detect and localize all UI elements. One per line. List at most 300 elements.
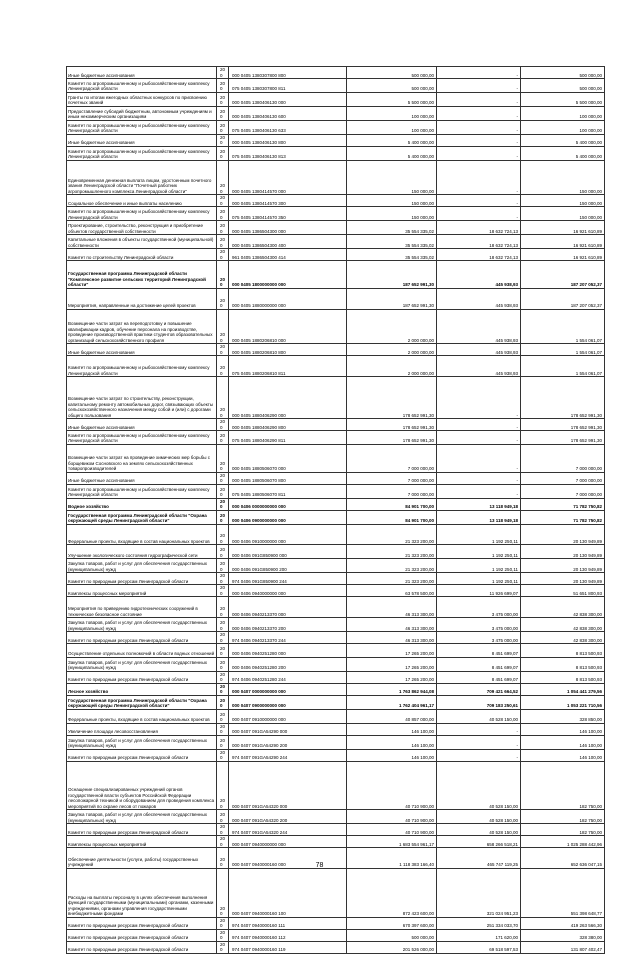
row-name-cell: Гранты по итогам ежегодных областных конкурсов по присвоению почетных званий bbox=[67, 92, 217, 106]
row-name-cell: Иные бюджетные ассигнования bbox=[67, 344, 217, 356]
row-remaining-cell: 42 838 300,00 bbox=[521, 597, 605, 618]
table-row bbox=[67, 941, 605, 953]
row-executed-cell: 445 938,93 bbox=[437, 261, 521, 289]
row-executed-cell: 40 528 150,00 bbox=[437, 824, 521, 836]
row-executed-cell: 251 334 033,70 bbox=[437, 917, 521, 929]
row-code-cell: 200 bbox=[217, 195, 229, 207]
row-kbk-cell: 000 0405 1380406130 600 bbox=[229, 106, 347, 120]
row-code-cell: 200 bbox=[217, 585, 229, 597]
row-executed-cell: - bbox=[437, 160, 521, 195]
row-kbk-cell: 075 0405 1880506070 811 bbox=[229, 484, 347, 498]
row-code-cell: 200 bbox=[217, 249, 229, 261]
row-remaining-cell: 100 000,00 bbox=[521, 106, 605, 120]
table-row bbox=[67, 221, 605, 235]
row-name-cell: Капитальные вложения в объекты государственной (муниципальной) собственности bbox=[67, 235, 217, 249]
row-name-cell: Комитет по природным ресурсам Ленинградской области bbox=[67, 749, 217, 761]
row-kbk-cell: 000 0407 091GA54320 200 bbox=[229, 810, 347, 824]
row-name-cell: Комитет по природным ресурсам Ленинградской области bbox=[67, 671, 217, 683]
row-kbk-cell: 000 0405 1880506070 800 bbox=[229, 472, 347, 484]
table-row bbox=[67, 288, 605, 309]
row-approved-cell: 40 857 000,00 bbox=[347, 709, 437, 723]
row-kbk-cell: 000 0406 0940251280 000 bbox=[229, 644, 347, 658]
row-executed-cell: 11 926 699,07 bbox=[437, 585, 521, 597]
row-kbk-cell: 075 0405 1880206810 811 bbox=[229, 356, 347, 377]
row-code-cell: 200 bbox=[217, 761, 229, 810]
row-kbk-cell: 000 0405 1880406290 000 bbox=[229, 377, 347, 419]
row-executed-cell: 3 475 000,00 bbox=[437, 618, 521, 632]
table-row bbox=[67, 709, 605, 723]
table-row bbox=[67, 644, 605, 658]
row-remaining-cell: 500 000,00 bbox=[521, 67, 605, 79]
row-code-cell: 200 bbox=[217, 524, 229, 545]
row-approved-cell: 100 000,00 bbox=[347, 120, 437, 134]
row-executed-cell: 69 518 597,53 bbox=[437, 941, 521, 953]
row-kbk-cell: 000 0407 0000000000 000 bbox=[229, 683, 347, 695]
row-name-cell: Обеспечение деятельности (услуги, работы) государственных учреждений bbox=[67, 848, 217, 869]
row-code-cell: 200 bbox=[217, 671, 229, 683]
row-code-cell: 200 bbox=[217, 67, 229, 79]
row-executed-cell: 709 421 664,52 bbox=[437, 683, 521, 695]
row-executed-cell: - bbox=[437, 749, 521, 761]
row-code-cell: 200 bbox=[217, 419, 229, 431]
row-remaining-cell: 5 400 000,00 bbox=[521, 146, 605, 160]
row-approved-cell: 2 000 000,00 bbox=[347, 356, 437, 377]
row-kbk-cell: 000 0405 1880000000 000 bbox=[229, 288, 347, 309]
row-executed-cell: 445 938,93 bbox=[437, 356, 521, 377]
table-row bbox=[67, 146, 605, 160]
row-approved-cell: 150 000,00 bbox=[347, 160, 437, 195]
row-remaining-cell: 1 554 061,07 bbox=[521, 356, 605, 377]
row-approved-cell: 500 000,00 bbox=[347, 67, 437, 79]
row-remaining-cell: 7 000 000,00 bbox=[521, 472, 605, 484]
row-executed-cell: - bbox=[437, 106, 521, 120]
table-row bbox=[67, 735, 605, 749]
row-kbk-cell: 000 0406 0940000000 000 bbox=[229, 585, 347, 597]
row-approved-cell: 46 313 300,00 bbox=[347, 597, 437, 618]
row-code-cell: 200 bbox=[217, 344, 229, 356]
row-name-cell: Закупка товаров, работ и услуг для обеспечения государственных (муниципальных) нужд bbox=[67, 810, 217, 824]
row-remaining-cell: 42 838 300,00 bbox=[521, 618, 605, 632]
row-remaining-cell: 7 000 000,00 bbox=[521, 444, 605, 472]
row-code-cell: 200 bbox=[217, 510, 229, 524]
row-approved-cell: 40 710 900,00 bbox=[347, 761, 437, 810]
row-code-cell: 200 bbox=[217, 261, 229, 289]
row-approved-cell: 500 000,00 bbox=[347, 79, 437, 93]
row-remaining-cell: 652 636 047,15 bbox=[521, 848, 605, 869]
row-code-cell: 200 bbox=[217, 545, 229, 559]
row-approved-cell: 84 901 700,00 bbox=[347, 510, 437, 524]
row-kbk-cell: 000 0405 1380406130 000 bbox=[229, 92, 347, 106]
row-approved-cell: 5 400 000,00 bbox=[347, 134, 437, 146]
row-code-cell: 200 bbox=[217, 709, 229, 723]
row-executed-cell: - bbox=[437, 735, 521, 749]
table-row bbox=[67, 824, 605, 836]
row-name-cell: Комитет по строительству Ленинградской области bbox=[67, 249, 217, 261]
row-remaining-cell: 1 053 221 710,56 bbox=[521, 695, 605, 709]
row-name-cell: Комитет по агропромышленному и рыбохозяйственному комплексу Ленинградской области bbox=[67, 207, 217, 221]
table-row bbox=[67, 573, 605, 585]
row-approved-cell: 35 554 335,02 bbox=[347, 221, 437, 235]
row-executed-cell: - bbox=[437, 79, 521, 93]
table-row bbox=[67, 683, 605, 695]
row-kbk-cell: 000 0407 0900000000 000 bbox=[229, 695, 347, 709]
row-kbk-cell: 974 0407 091GA54290 244 bbox=[229, 749, 347, 761]
row-code-cell: 200 bbox=[217, 657, 229, 671]
table-row bbox=[67, 632, 605, 644]
row-code-cell: 200 bbox=[217, 618, 229, 632]
table-row bbox=[67, 510, 605, 524]
row-kbk-cell: 000 0407 0940000160 000 bbox=[229, 848, 347, 869]
row-executed-cell: 1 192 250,11 bbox=[437, 559, 521, 573]
row-kbk-cell: 000 0406 0910000000 000 bbox=[229, 524, 347, 545]
row-approved-cell: 21 323 200,00 bbox=[347, 559, 437, 573]
row-approved-cell: 35 554 335,02 bbox=[347, 249, 437, 261]
row-name-cell: Комитет по природным ресурсам Ленинградской области bbox=[67, 573, 217, 585]
row-executed-cell: 709 183 250,61 bbox=[437, 695, 521, 709]
row-executed-cell: - bbox=[437, 195, 521, 207]
row-remaining-cell: 20 130 949,89 bbox=[521, 559, 605, 573]
row-remaining-cell: 146 100,00 bbox=[521, 735, 605, 749]
row-code-cell: 200 bbox=[217, 120, 229, 134]
row-kbk-cell: 974 0406 0940251280 244 bbox=[229, 671, 347, 683]
row-code-cell: 200 bbox=[217, 92, 229, 106]
row-name-cell: Комитет по агропромышленному и рыбохозяйственному комплексу Ленинградской области bbox=[67, 431, 217, 445]
row-kbk-cell: 000 0405 1380307800 800 bbox=[229, 67, 347, 79]
row-remaining-cell: 7 000 000,00 bbox=[521, 484, 605, 498]
row-name-cell: Осуществление отдельных полномочий в области водных отношений bbox=[67, 644, 217, 658]
row-kbk-cell: 974 0407 091GA54320 244 bbox=[229, 824, 347, 836]
table-row bbox=[67, 524, 605, 545]
row-executed-cell: 8 451 699,07 bbox=[437, 657, 521, 671]
row-approved-cell: 187 652 991,30 bbox=[347, 288, 437, 309]
row-name-cell: Комплексы процессных мероприятий bbox=[67, 836, 217, 848]
row-code-cell: 200 bbox=[217, 917, 229, 929]
row-executed-cell: 658 266 518,21 bbox=[437, 836, 521, 848]
row-kbk-cell: 075 0405 1880406290 811 bbox=[229, 431, 347, 445]
row-executed-cell: 1 192 250,11 bbox=[437, 524, 521, 545]
row-approved-cell: 2 000 000,00 bbox=[347, 309, 437, 344]
row-executed-cell: 8 451 699,07 bbox=[437, 644, 521, 658]
row-kbk-cell: 000 0405 1386504300 400 bbox=[229, 235, 347, 249]
row-name-cell: Государственная программа Ленинградской области "Охрана окружающей среды Ленинградской области" bbox=[67, 695, 217, 709]
row-executed-cell: 18 632 724,13 bbox=[437, 249, 521, 261]
row-approved-cell: 7 000 000,00 bbox=[347, 472, 437, 484]
row-name-cell: Расходы на выплаты персоналу в целях обеспечения выполнения функций государственными (муниципальными) органами, казенными учреждениями, органами управления государственными внебюджетными фондами bbox=[67, 868, 217, 917]
row-code-cell: 200 bbox=[217, 221, 229, 235]
row-executed-cell: - bbox=[437, 67, 521, 79]
row-remaining-cell: 20 130 949,89 bbox=[521, 524, 605, 545]
row-code-cell: 200 bbox=[217, 472, 229, 484]
row-executed-cell: - bbox=[437, 207, 521, 221]
row-approved-cell: 35 554 335,02 bbox=[347, 235, 437, 249]
table-row bbox=[67, 309, 605, 344]
row-name-cell: Водное хозяйство bbox=[67, 498, 217, 510]
row-kbk-cell: 000 0406 0940213370 200 bbox=[229, 618, 347, 632]
row-kbk-cell: 075 0405 1380406130 813 bbox=[229, 146, 347, 160]
row-remaining-cell: 51 651 800,93 bbox=[521, 585, 605, 597]
table-row bbox=[67, 419, 605, 431]
row-approved-cell: 872 423 600,00 bbox=[347, 868, 437, 917]
row-kbk-cell: 000 0407 0940000000 000 bbox=[229, 836, 347, 848]
row-approved-cell: 2 000 000,00 bbox=[347, 344, 437, 356]
row-executed-cell: 8 451 699,07 bbox=[437, 671, 521, 683]
row-approved-cell: 5 400 000,00 bbox=[347, 146, 437, 160]
row-executed-cell: - bbox=[437, 723, 521, 735]
row-kbk-cell: 000 0405 1800000000 000 bbox=[229, 261, 347, 289]
row-kbk-cell: 000 0406 0940213370 000 bbox=[229, 597, 347, 618]
row-remaining-cell: 71 782 750,82 bbox=[521, 510, 605, 524]
budget-table-sheet bbox=[66, 66, 604, 954]
row-code-cell: 200 bbox=[217, 632, 229, 644]
row-code-cell: 200 bbox=[217, 723, 229, 735]
row-kbk-cell: 000 0407 091GA54290 200 bbox=[229, 735, 347, 749]
table-row bbox=[67, 160, 605, 195]
table-row bbox=[67, 761, 605, 810]
row-executed-cell: 445 938,93 bbox=[437, 288, 521, 309]
row-name-cell: Федеральные проекты, входящие в состав национальных проектов bbox=[67, 709, 217, 723]
row-code-cell: 200 bbox=[217, 810, 229, 824]
row-code-cell: 200 bbox=[217, 848, 229, 869]
row-approved-cell: 21 323 200,00 bbox=[347, 573, 437, 585]
row-remaining-cell: 1 054 441 279,56 bbox=[521, 683, 605, 695]
row-remaining-cell: 146 100,00 bbox=[521, 723, 605, 735]
row-kbk-cell: 974 0407 0940000160 119 bbox=[229, 941, 347, 953]
row-remaining-cell: 182 750,00 bbox=[521, 810, 605, 824]
row-code-cell: 200 bbox=[217, 597, 229, 618]
row-approved-cell: 46 313 300,00 bbox=[347, 618, 437, 632]
table-row bbox=[67, 657, 605, 671]
row-remaining-cell: 5 500 000,00 bbox=[521, 92, 605, 106]
table-row bbox=[67, 810, 605, 824]
row-approved-cell: 670 397 600,00 bbox=[347, 917, 437, 929]
row-remaining-cell: 42 838 300,00 bbox=[521, 632, 605, 644]
row-code-cell: 200 bbox=[217, 79, 229, 93]
table-row bbox=[67, 723, 605, 735]
row-kbk-cell: 000 0405 1380414570 000 bbox=[229, 160, 347, 195]
row-executed-cell: 171 620,00 bbox=[437, 929, 521, 941]
page-number: 78 bbox=[315, 862, 324, 869]
row-executed-cell: 40 528 150,00 bbox=[437, 810, 521, 824]
row-code-cell: 200 bbox=[217, 288, 229, 309]
row-approved-cell: 17 265 200,00 bbox=[347, 644, 437, 658]
row-name-cell: Иные бюджетные ассигнования bbox=[67, 472, 217, 484]
row-kbk-cell: 000 0406 091G850900 000 bbox=[229, 545, 347, 559]
row-code-cell: 200 bbox=[217, 146, 229, 160]
row-kbk-cell: 075 0405 1380307800 811 bbox=[229, 79, 347, 93]
row-executed-cell: 18 632 724,13 bbox=[437, 235, 521, 249]
row-remaining-cell: 187 207 052,37 bbox=[521, 288, 605, 309]
row-kbk-cell: 000 0407 091GA54290 000 bbox=[229, 723, 347, 735]
table-row bbox=[67, 597, 605, 618]
table-row bbox=[67, 929, 605, 941]
row-approved-cell: 1 683 554 961,17 bbox=[347, 836, 437, 848]
row-remaining-cell: 178 652 991,30 bbox=[521, 431, 605, 445]
row-remaining-cell: 100 000,00 bbox=[521, 120, 605, 134]
table-row bbox=[67, 377, 605, 419]
row-kbk-cell: 000 0406 0000000000 000 bbox=[229, 498, 347, 510]
row-executed-cell: - bbox=[437, 120, 521, 134]
row-code-cell: 200 bbox=[217, 824, 229, 836]
row-executed-cell: - bbox=[437, 146, 521, 160]
row-name-cell: Возмещение части затрат по строительству, реконструкции, капитальному ремонту автомобильных дорог, связывающих объекты сельскохозяйственного назначения между собой и (или) с дорогами общего пользования bbox=[67, 377, 217, 419]
row-executed-cell: - bbox=[437, 472, 521, 484]
row-executed-cell: 3 475 000,00 bbox=[437, 597, 521, 618]
row-kbk-cell: 000 0407 0940000160 100 bbox=[229, 868, 347, 917]
row-remaining-cell: 20 130 949,89 bbox=[521, 573, 605, 585]
row-kbk-cell: 000 0406 0940251280 200 bbox=[229, 657, 347, 671]
row-approved-cell: 84 901 700,00 bbox=[347, 498, 437, 510]
row-approved-cell: 1 118 383 166,40 bbox=[347, 848, 437, 869]
table-row bbox=[67, 472, 605, 484]
row-approved-cell: 146 100,00 bbox=[347, 723, 437, 735]
row-code-cell: 200 bbox=[217, 484, 229, 498]
row-executed-cell: 13 118 949,18 bbox=[437, 498, 521, 510]
row-executed-cell: - bbox=[437, 377, 521, 419]
row-executed-cell: 1 192 250,11 bbox=[437, 545, 521, 559]
table-row bbox=[67, 749, 605, 761]
table-row bbox=[67, 444, 605, 472]
row-code-cell: 200 bbox=[217, 356, 229, 377]
row-remaining-cell: 178 652 991,30 bbox=[521, 377, 605, 419]
row-kbk-cell: 000 0407 0910000000 000 bbox=[229, 709, 347, 723]
row-executed-cell: - bbox=[437, 134, 521, 146]
row-name-cell: Комитет по агропромышленному и рыбохозяйственному комплексу Ленинградской области bbox=[67, 356, 217, 377]
row-approved-cell: 21 323 200,00 bbox=[347, 545, 437, 559]
row-remaining-cell: 8 813 500,93 bbox=[521, 657, 605, 671]
row-kbk-cell: 075 0405 1380406130 633 bbox=[229, 120, 347, 134]
row-remaining-cell: 20 130 949,89 bbox=[521, 545, 605, 559]
table-row bbox=[67, 618, 605, 632]
table-row bbox=[67, 484, 605, 498]
row-executed-cell: - bbox=[437, 444, 521, 472]
row-name-cell: Государственная программа Ленинградской области "Охрана окружающей среды Ленинградской области" bbox=[67, 510, 217, 524]
row-approved-cell: 17 265 200,00 bbox=[347, 657, 437, 671]
row-kbk-cell: 000 0405 1380414570 300 bbox=[229, 195, 347, 207]
row-name-cell: Единовременная денежная выплата лицам, удостоенным почетного звания Ленинградской области "Почетный работник агропромышленного комплекса Ленинградской области" bbox=[67, 160, 217, 195]
row-name-cell: Возмещение части затрат на проведение химических мер борьбы с борщевиком Сосновского на землях сельскохозяйственных товаропроизводителей bbox=[67, 444, 217, 472]
table-row bbox=[67, 261, 605, 289]
row-remaining-cell: 1 554 061,07 bbox=[521, 309, 605, 344]
row-name-cell: Увеличение площади лесовосстановления bbox=[67, 723, 217, 735]
row-code-cell: 200 bbox=[217, 207, 229, 221]
row-name-cell: Закупка товаров, работ и услуг для обеспечения государственных (муниципальных) нужд bbox=[67, 618, 217, 632]
row-approved-cell: 201 526 000,00 bbox=[347, 941, 437, 953]
row-name-cell: Комитет по природным ресурсам Ленинградской области bbox=[67, 929, 217, 941]
row-name-cell: Закупка товаров, работ и услуг для обеспечения государственных (муниципальных) нужд bbox=[67, 657, 217, 671]
row-code-cell: 200 bbox=[217, 134, 229, 146]
row-approved-cell: 178 652 991,30 bbox=[347, 419, 437, 431]
row-remaining-cell: 16 921 610,89 bbox=[521, 221, 605, 235]
row-name-cell: Возмещение части затрат на переподготовку и повышение квалификации кадров, обучение персонала на производстве, проведение производственной практики студентов образовательных организаций сельскохозяйственного профиля bbox=[67, 309, 217, 344]
table-row bbox=[67, 868, 605, 917]
row-code-cell: 200 bbox=[217, 106, 229, 120]
row-code-cell: 200 bbox=[217, 377, 229, 419]
row-name-cell: Закупка товаров, работ и услуг для обеспечения государственных (муниципальных) нужд bbox=[67, 559, 217, 573]
row-kbk-cell: 000 0406 0900000000 000 bbox=[229, 510, 347, 524]
row-kbk-cell: 000 0405 1880406290 800 bbox=[229, 419, 347, 431]
row-code-cell: 200 bbox=[217, 498, 229, 510]
table-row bbox=[67, 585, 605, 597]
row-approved-cell: 146 100,00 bbox=[347, 749, 437, 761]
row-remaining-cell: 150 000,00 bbox=[521, 160, 605, 195]
row-remaining-cell: 16 921 610,89 bbox=[521, 235, 605, 249]
table-row bbox=[67, 67, 605, 79]
row-approved-cell: 40 710 900,00 bbox=[347, 810, 437, 824]
row-executed-cell: 445 938,93 bbox=[437, 309, 521, 344]
row-approved-cell: 40 710 900,00 bbox=[347, 824, 437, 836]
row-approved-cell: 63 578 500,00 bbox=[347, 585, 437, 597]
row-name-cell: Комитет по агропромышленному и рыбохозяйственному комплексу Ленинградской области bbox=[67, 79, 217, 93]
row-remaining-cell: 5 400 000,00 bbox=[521, 134, 605, 146]
row-kbk-cell: 000 0407 091GA54320 000 bbox=[229, 761, 347, 810]
row-remaining-cell: 131 807 402,47 bbox=[521, 941, 605, 953]
row-approved-cell: 187 652 991,30 bbox=[347, 261, 437, 289]
row-name-cell: Комитет по агропромышленному и рыбохозяйственному комплексу Ленинградской области bbox=[67, 146, 217, 160]
row-kbk-cell: 000 0406 091G850900 200 bbox=[229, 559, 347, 573]
row-executed-cell: - bbox=[437, 419, 521, 431]
table-row bbox=[67, 431, 605, 445]
row-executed-cell: 465 747 119,25 bbox=[437, 848, 521, 869]
table-row bbox=[67, 356, 605, 377]
row-executed-cell: - bbox=[437, 431, 521, 445]
table-row bbox=[67, 120, 605, 134]
row-code-cell: 200 bbox=[217, 235, 229, 249]
row-approved-cell: 5 500 000,00 bbox=[347, 92, 437, 106]
row-name-cell: Мероприятия по приведению гидротехнических сооружений в техническое безопасное состояние bbox=[67, 597, 217, 618]
row-remaining-cell: 551 398 648,77 bbox=[521, 868, 605, 917]
table-row bbox=[67, 671, 605, 683]
row-name-cell: Комитет по агропромышленному и рыбохозяйственному комплексу Ленинградской области bbox=[67, 120, 217, 134]
row-approved-cell: 1 763 862 944,08 bbox=[347, 683, 437, 695]
row-name-cell: Комитет по природным ресурсам Ленинградской области bbox=[67, 917, 217, 929]
row-kbk-cell: 000 0405 1880506070 000 bbox=[229, 444, 347, 472]
row-code-cell: 200 bbox=[217, 836, 229, 848]
budget-table bbox=[66, 66, 605, 954]
row-name-cell: Комитет по природным ресурсам Ленинградской области bbox=[67, 632, 217, 644]
row-kbk-cell: 000 0405 1386504300 000 bbox=[229, 221, 347, 235]
row-remaining-cell: 500 000,00 bbox=[521, 79, 605, 93]
table-row bbox=[67, 695, 605, 709]
row-code-cell: 200 bbox=[217, 929, 229, 941]
row-name-cell: Комитет по агропромышленному и рыбохозяйственному комплексу Ленинградской области bbox=[67, 484, 217, 498]
row-name-cell: Социальное обеспечение и иные выплаты населению bbox=[67, 195, 217, 207]
row-executed-cell: 40 528 150,00 bbox=[437, 761, 521, 810]
row-executed-cell: 1 192 250,11 bbox=[437, 573, 521, 585]
table-row bbox=[67, 235, 605, 249]
row-approved-cell: 178 652 991,30 bbox=[347, 377, 437, 419]
row-code-cell: 200 bbox=[217, 559, 229, 573]
table-row bbox=[67, 106, 605, 120]
row-code-cell: 200 bbox=[217, 644, 229, 658]
table-row bbox=[67, 195, 605, 207]
row-remaining-cell: 16 921 610,89 bbox=[521, 249, 605, 261]
row-code-cell: 200 bbox=[217, 941, 229, 953]
row-name-cell: Федеральные проекты, входящие в состав национальных проектов bbox=[67, 524, 217, 545]
row-code-cell: 200 bbox=[217, 683, 229, 695]
row-executed-cell: 18 632 724,13 bbox=[437, 221, 521, 235]
row-kbk-cell: 961 0405 1386504300 414 bbox=[229, 249, 347, 261]
row-approved-cell: 7 000 000,00 bbox=[347, 444, 437, 472]
row-code-cell: 200 bbox=[217, 695, 229, 709]
row-remaining-cell: 328 380,00 bbox=[521, 929, 605, 941]
row-remaining-cell: 419 263 566,30 bbox=[521, 917, 605, 929]
row-name-cell: Проектирование, строительство, реконструкция и приобретение объектов государственной собственности bbox=[67, 221, 217, 235]
row-approved-cell: 178 652 991,30 bbox=[347, 431, 437, 445]
row-executed-cell: 3 475 000,00 bbox=[437, 632, 521, 644]
row-remaining-cell: 71 782 750,82 bbox=[521, 498, 605, 510]
row-kbk-cell: 974 0407 0940000160 112 bbox=[229, 929, 347, 941]
row-code-cell: 200 bbox=[217, 735, 229, 749]
